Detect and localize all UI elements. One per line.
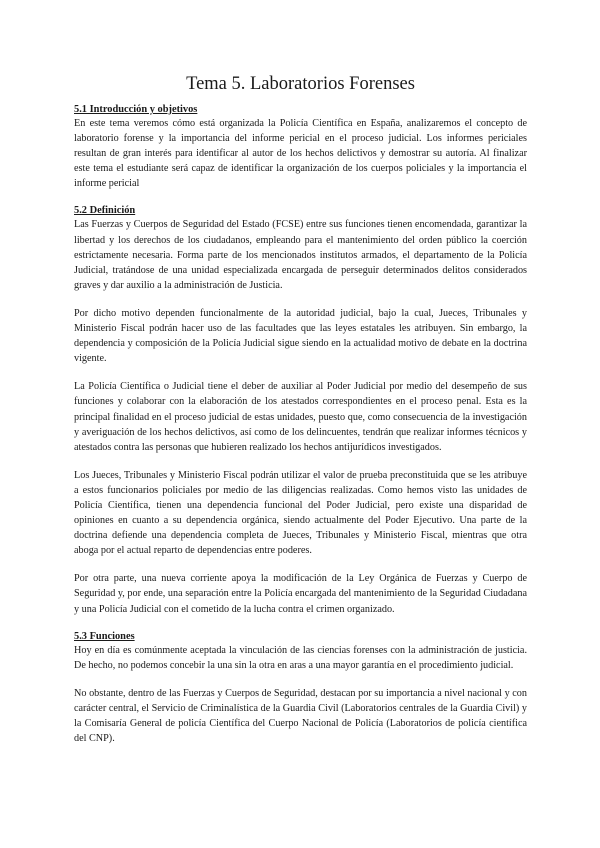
paragraph: No obstante, dentro de las Fuerzas y Cuerpos de Seguridad, destacan por su importancia a nivel nacional y con carácter central, el Servicio de Criminalística de la Guardia Civil (Laboratorios centrales de la Guardia Civil) y la Comisaría General de policía Científica del Cuerpo Nacional de Policía (Laboratorios de policía científica del CNP).	[74, 687, 527, 745]
paragraph: La Policía Científica o Judicial tiene el deber de auxiliar al Poder Judicial por medio del desempeño de sus funciones y colaborar con la elaboración de los atestados correspondientes en el proceso penal. Esta es la principal finalidad en el proceso judicial de estas unidades, puesto que, como consecuencia de la investigación y averiguación de los hechos delictivos, así como de los delincuentes, tendrán que realizar informes técnicos y atestados contra las personas que hubieren realizado los hechos antijurídicos investigados.	[74, 381, 527, 453]
paragraph: Las Fuerzas y Cuerpos de Seguridad del Estado (FCSE) entre sus funciones tienen encomendada, garantizar la libertad y los derechos de los ciudadanos, empleando para el mantenimiento del orden público la coerción estrictamente necesaria. Forma parte de los mencionados institutos armados, el departamento de la Policía Judicial, tratándose de una unidad especializada encargada de perseguir determinados delitos considerados graves y dar auxilio a la administración de Justicia.	[74, 219, 527, 291]
section-definicion	[74, 204, 527, 616]
paragraph: Por otra parte, una nueva corriente apoya la modificación de la Ley Orgánica de Fuerzas y Cuerpo de Seguridad y, por ende, una separación entre la Policía encargada del mantenimiento de la Seguridad Ciudadana y una Policía Judicial con el cometido de la lucha contra el crimen organizado.	[74, 573, 527, 615]
section-heading: 5.3 Funciones	[74, 630, 135, 642]
section-heading: 5.1 Introducción y objetivos	[74, 104, 198, 115]
document-title: Tema 5. Laboratorios Forenses	[186, 74, 415, 94]
paragraph: Hoy en día es comúnmente aceptada la vinculación de las ciencias forenses con la administración de justicia. De hecho, no podemos concebir la una sin la otra en aras a una mayor garantía en el procedimiento judicial.	[74, 644, 527, 671]
section-introduccion	[74, 103, 527, 191]
section-heading: 5.2 Definición	[74, 205, 136, 217]
paragraph: Los Jueces, Tribunales y Ministerio Fiscal podrán utilizar el valor de prueba preconstituida que se les atribuye a estos funcionarios policiales por medio de las diligencias realizadas. Como hemos visto las unidades de Policía Científica, tienen una dependencia funcional del Poder Judicial, pero existe una disparidad de opiniones en cuanto a su dependencia orgánica, siendo actualmente del Poder Ejecutivo. Una parte de la doctrina defiende una dependencia completa de Jueces, Tribunales y Ministerio Fiscal, mientras que otra aboga por el actual reparto de dependencias entre poderes.	[74, 469, 527, 557]
section-funciones	[74, 630, 527, 747]
paragraph: Por dicho motivo dependen funcionalmente de la autoridad judicial, bajo la cual, Jueces, Tribunales y Ministerio Fiscal podrán hacer uso de las facultades que las leyes estatales les atribuyen. Sin embargo, la dependencia y composición de la Policía Judicial sigue siendo en la actualidad motivo de debate en la doctrina vigente.	[74, 307, 527, 365]
paragraph: En este tema veremos cómo está organizada la Policía Científica en España, analizaremos el concepto de laboratorio forense y la importancia del informe pericial en el proceso judicial. Los informes periciales resultan de gran interés para identificar al autor de los hechos delictivos y demostrar su autoría. Al finalizar este tema el estudiante será capaz de identificar la organización de los cuerpos policiales y la importancia el informe pericial	[74, 118, 527, 190]
